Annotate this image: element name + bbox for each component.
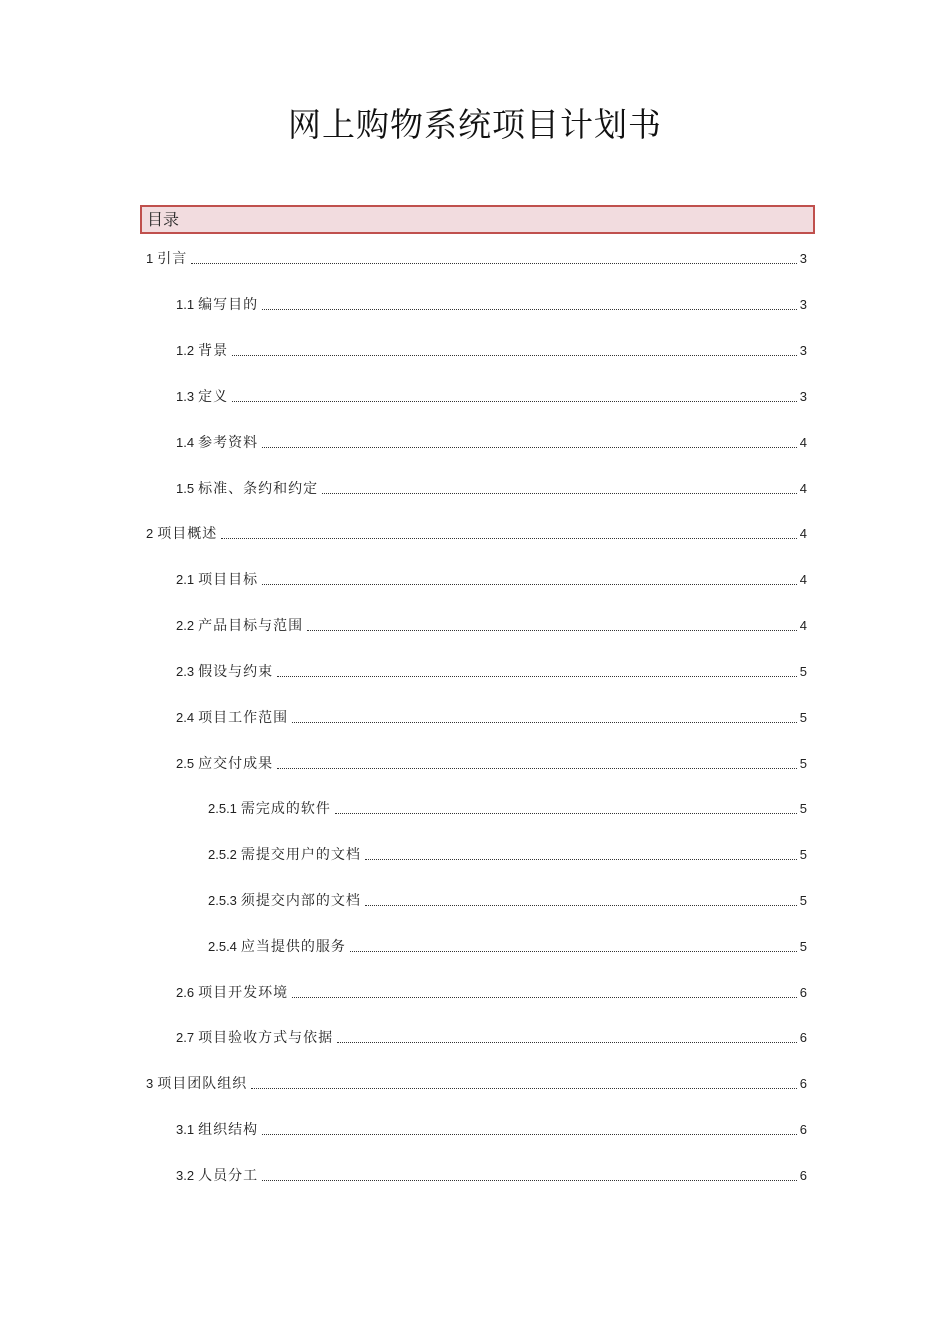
toc-entry-page: 4 <box>799 435 807 450</box>
toc-entry-number: 1 <box>146 251 154 266</box>
toc-entry-number: 2.6 <box>176 985 195 1000</box>
toc-entry[interactable] <box>176 1166 807 1186</box>
toc-entry-number: 3 <box>146 1076 154 1091</box>
toc-entry-title: 人员分工 <box>198 1168 259 1184</box>
toc-entry-page: 4 <box>799 618 807 633</box>
toc-leader-dots <box>277 768 797 769</box>
toc-entry-title: 标准、条约和约定 <box>198 481 319 497</box>
toc-entry-title: 产品目标与范围 <box>198 618 304 634</box>
toc-entry-title: 项目团队组织 <box>157 1076 248 1092</box>
toc-entry-page: 5 <box>799 664 807 679</box>
toc-leader-dots <box>232 401 797 402</box>
toc-leader-dots <box>335 813 797 814</box>
toc-entry-page: 5 <box>799 893 807 908</box>
toc-entry-number: 2.5.1 <box>208 801 237 816</box>
toc-leader-dots <box>365 859 797 860</box>
toc-leader-dots <box>350 951 797 952</box>
toc-entry[interactable] <box>176 708 807 728</box>
toc-entry-title: 组织结构 <box>198 1122 259 1138</box>
toc-entry[interactable] <box>176 433 807 453</box>
toc-entry-number: 1.4 <box>176 435 195 450</box>
toc-heading: 目录 <box>140 205 815 234</box>
toc-leader-dots <box>262 447 797 448</box>
toc-entry-page: 6 <box>799 985 807 1000</box>
toc-entry-title: 假设与约束 <box>198 664 274 680</box>
toc-entry-number: 3.2 <box>176 1168 195 1183</box>
toc-entry[interactable] <box>176 983 807 1003</box>
toc-leader-dots <box>262 584 797 585</box>
toc-entry[interactable] <box>146 1074 807 1094</box>
toc-entry-page: 3 <box>799 297 807 312</box>
toc-entry[interactable] <box>176 662 807 682</box>
toc-entry-title: 背景 <box>198 343 229 359</box>
toc-entry-page: 3 <box>799 389 807 404</box>
toc-entry[interactable] <box>208 799 807 819</box>
toc-entry-page: 5 <box>799 847 807 862</box>
toc-entry-title: 需完成的软件 <box>240 801 331 817</box>
toc-entry-number: 2.1 <box>176 572 195 587</box>
toc-entry-title: 参考资料 <box>198 435 259 451</box>
toc-entry-number: 2.2 <box>176 618 195 633</box>
toc-entry-title: 定义 <box>198 389 229 405</box>
toc-leader-dots <box>277 676 797 677</box>
toc-entry-page: 4 <box>799 481 807 496</box>
toc-entry[interactable] <box>176 341 807 361</box>
toc-entry-title: 应交付成果 <box>198 756 274 772</box>
toc-entry-page: 3 <box>799 251 807 266</box>
toc-leader-dots <box>251 1088 797 1089</box>
toc-leader-dots <box>262 309 797 310</box>
toc-entry-page: 4 <box>799 572 807 587</box>
toc-entry-page: 3 <box>799 343 807 358</box>
toc-leader-dots <box>307 630 797 631</box>
toc-entry[interactable] <box>176 754 807 774</box>
toc-entry-page: 6 <box>799 1122 807 1137</box>
toc-entry-page: 5 <box>799 939 807 954</box>
toc-entry-number: 2.4 <box>176 710 195 725</box>
toc-entry-number: 2 <box>146 526 154 541</box>
toc-leader-dots <box>365 905 797 906</box>
toc-entry[interactable] <box>176 295 807 315</box>
toc-entry-page: 5 <box>799 756 807 771</box>
toc-leader-dots <box>221 538 797 539</box>
toc-entry[interactable] <box>208 845 807 865</box>
toc-entry-title: 须提交内部的文档 <box>240 893 361 909</box>
toc-leader-dots <box>262 1180 797 1181</box>
toc-entry-number: 2.3 <box>176 664 195 679</box>
toc-entry-number: 2.7 <box>176 1030 195 1045</box>
toc-leader-dots <box>191 263 797 264</box>
toc-entry-page: 5 <box>799 710 807 725</box>
toc-leader-dots <box>232 355 797 356</box>
toc-entry-number: 2.5.2 <box>208 847 237 862</box>
toc-entry-number: 1.1 <box>176 297 195 312</box>
toc-entry[interactable] <box>176 616 807 636</box>
toc-entry-page: 4 <box>799 526 807 541</box>
toc-entry[interactable] <box>146 249 807 269</box>
toc-entry-number: 3.1 <box>176 1122 195 1137</box>
toc-entry[interactable] <box>176 479 807 499</box>
toc-entry-number: 2.5.4 <box>208 939 237 954</box>
toc-entry-title: 项目目标 <box>198 572 259 588</box>
toc-entry[interactable] <box>208 937 807 957</box>
toc-entry-number: 1.2 <box>176 343 195 358</box>
toc-entry[interactable] <box>176 570 807 590</box>
toc-entry[interactable] <box>176 387 807 407</box>
toc-entry-number: 1.5 <box>176 481 195 496</box>
toc-leader-dots <box>292 997 797 998</box>
document-title: 网上购物系统项目计划书 <box>288 105 662 144</box>
toc-entry-title: 项目开发环境 <box>198 985 289 1001</box>
toc-entry-title: 应当提供的服务 <box>240 939 346 955</box>
toc-entry-page: 6 <box>799 1168 807 1183</box>
toc-entry[interactable] <box>176 1028 807 1048</box>
toc-leader-dots <box>262 1134 797 1135</box>
toc-leader-dots <box>337 1042 797 1043</box>
toc-entry-title: 需提交用户的文档 <box>240 847 361 863</box>
toc-entry-title: 编写目的 <box>198 297 259 313</box>
toc-entry-title: 引言 <box>157 251 188 267</box>
toc-entry[interactable] <box>176 1120 807 1140</box>
toc-entry-number: 2.5 <box>176 756 195 771</box>
toc-entry-title: 项目概述 <box>157 526 218 542</box>
toc-entry[interactable] <box>146 524 807 544</box>
toc-entry-page: 5 <box>799 801 807 816</box>
toc-entry-title: 项目验收方式与依据 <box>198 1030 334 1046</box>
toc-entry-page: 6 <box>799 1076 807 1091</box>
toc-entry-number: 1.3 <box>176 389 195 404</box>
toc-leader-dots <box>292 722 797 723</box>
toc-entry[interactable] <box>208 891 807 911</box>
toc-entry-number: 2.5.3 <box>208 893 237 908</box>
toc-leader-dots <box>322 493 797 494</box>
toc-entry-page: 6 <box>799 1030 807 1045</box>
toc-entry-title: 项目工作范围 <box>198 710 289 726</box>
